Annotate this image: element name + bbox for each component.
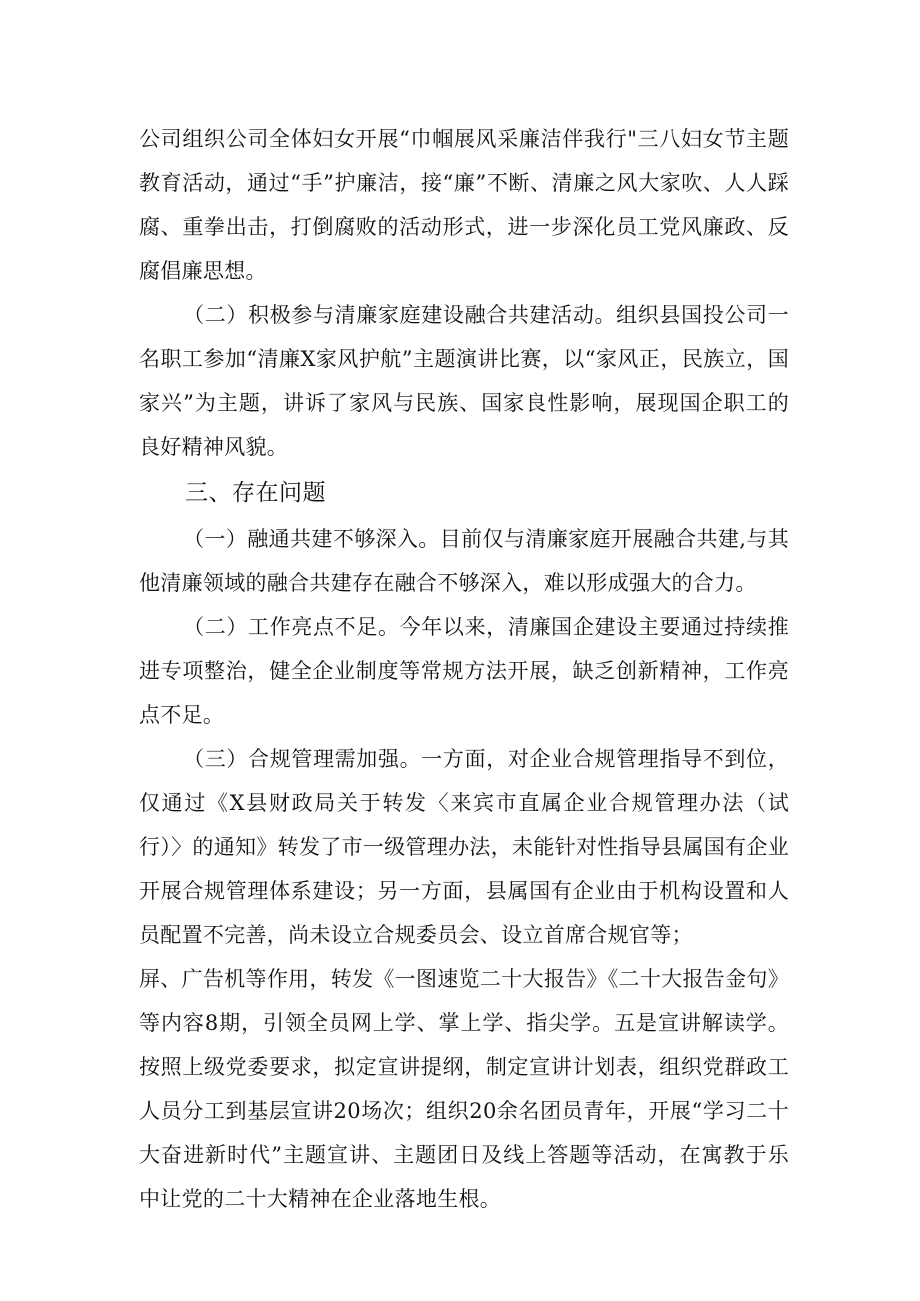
document-body [139,117,789,1221]
section-heading-existing-problems: 三、存在问题 [185,480,326,506]
paragraph-clean-family-activity: （二）积极参与清廉家庭建设融合共建活动。组织县国投公司一名职工参加“清廉X家风护航”主题演讲比赛，以“家风正，民族立，国家兴”为主题，讲诉了家风与民族、国家良性影响，展现国企职工的良好精神风貌。 [139,303,789,459]
paragraph-propaganda-study: 屏、广告机等作用，转发《一图速览二十大报告》《二十大报告金句》等内容8期，引领全员网上学、掌上学、指尖学。五是宣讲解读学。按照上级党委要求，拟定宣讲提纲，制定宣讲计划表，组织党群政工人员分工到基层宣讲20场次；组织20余名团员青年，开展“学习二十大奋进新时代”主题宣讲、主题团日及线上答题等活动，在寓教于乐中让党的二十大精神在企业落地生根。 [139,967,789,1211]
paragraph-problem-three: （三）合规管理需加强。一方面，对企业合规管理指导不到位，仅通过《X县财政局关于转发〈来宾市直属企业合规管理办法（试行）〉的通知》转发了市一级管理办法，未能针对性指导县属国有企业开展合规管理体系建设；另一方面，县属国有企业由于机构设置和人员配置不完善，尚未设立合规委员会、设立首席合规官等； [139,747,789,947]
paragraph-women-day-activity: 公司组织公司全体妇女开展“巾帼展风采廉洁伴我行"三八妇女节主题教育活动，通过“手”护廉洁，接“廉”不断、清廉之风大家吹、人人踩腐、重拳出击，打倒腐败的活动形式，进一步深化员工党风廉政、反腐倡廉思想。 [139,127,789,283]
paragraph-problem-one: （一）融通共建不够深入。目前仅与清廉家庭开展融合共建,与其他清廉领域的融合共建存在融合不够深入，难以形成强大的合力。 [139,527,789,595]
paragraph-problem-two: （二）工作亮点不足。今年以来，清廉国企建设主要通过持续推进专项整治，健全企业制度等常规方法开展，缺乏创新精神，工作亮点不足。 [139,615,789,727]
